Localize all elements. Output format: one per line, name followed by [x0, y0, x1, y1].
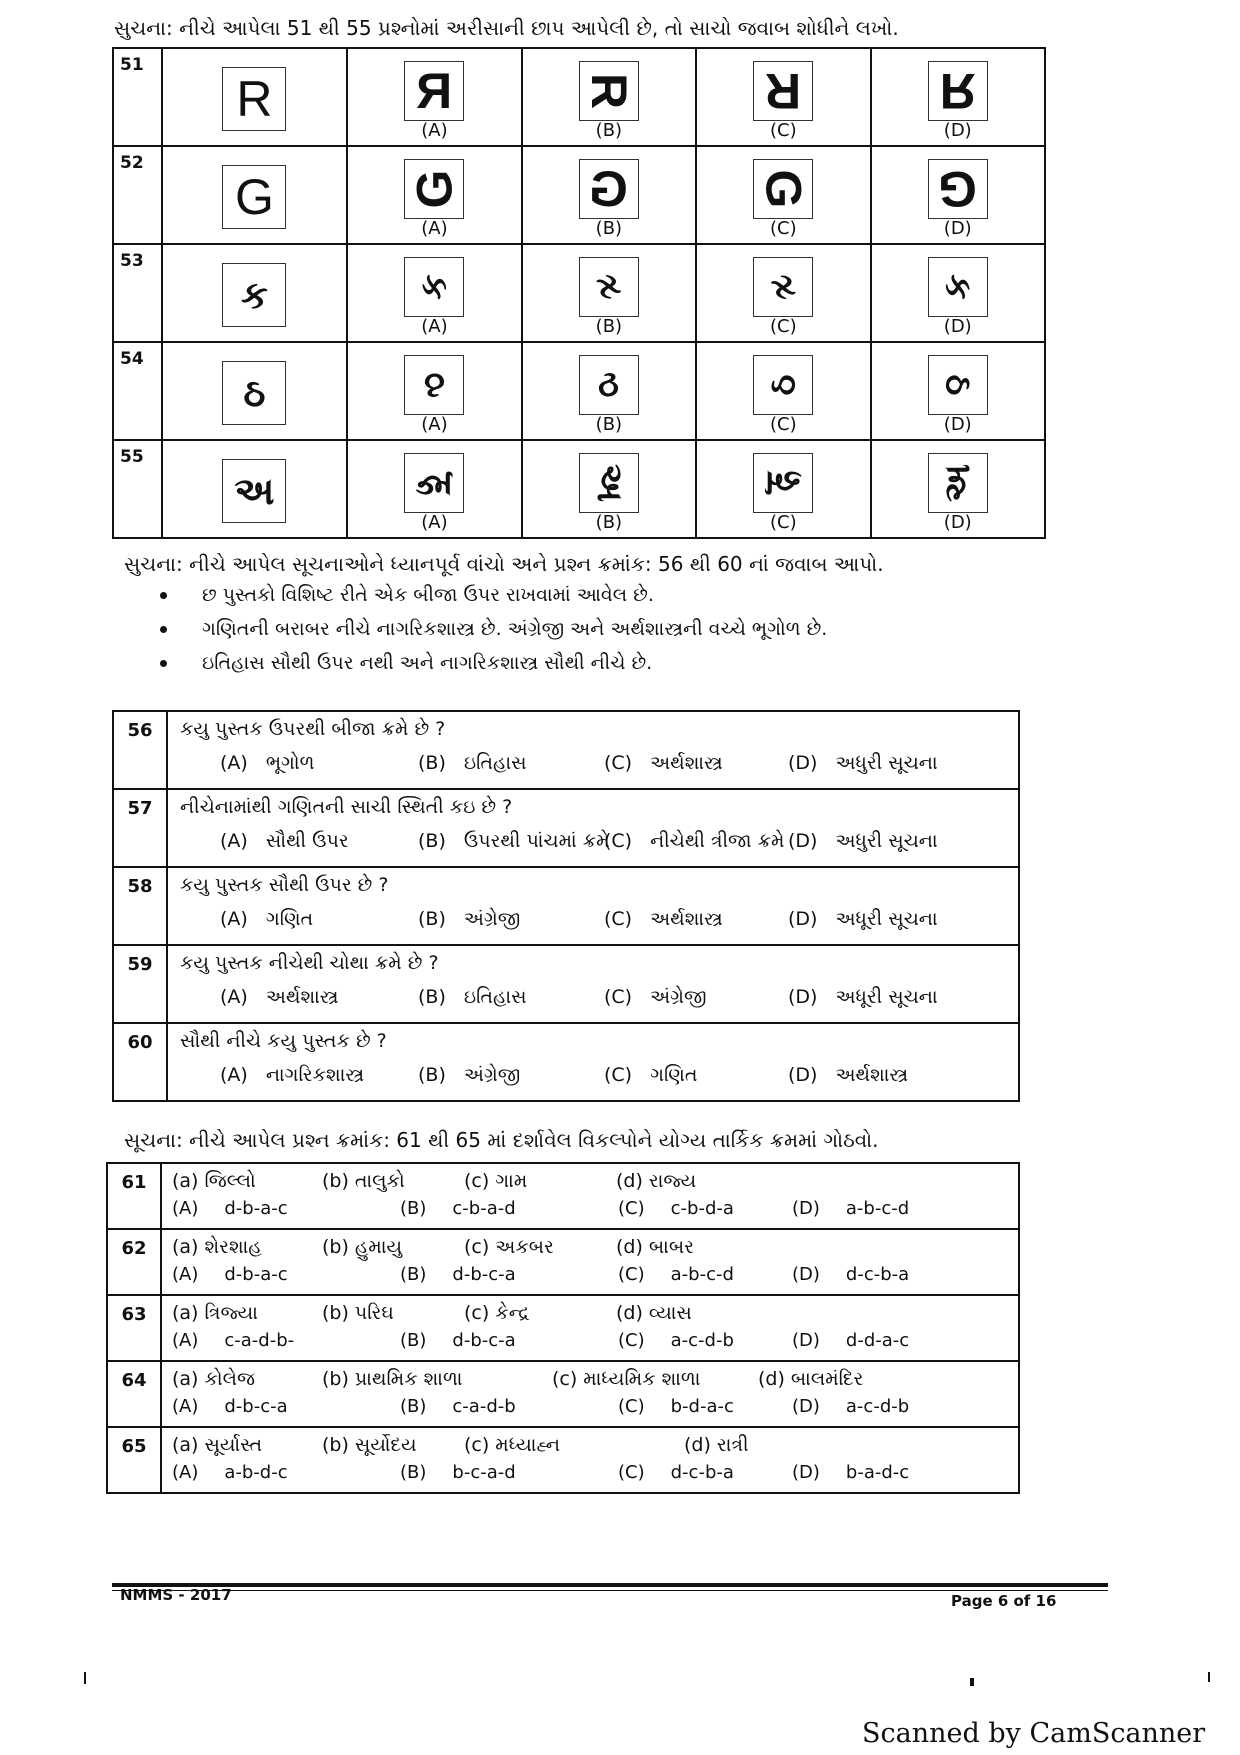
sequence-item: (c) કેન્દ્ર	[464, 1302, 530, 1324]
option-cell[interactable]	[522, 342, 696, 440]
question-number: 54	[113, 342, 162, 440]
answer-option[interactable]: (D) a-c-d-b	[792, 1396, 910, 1417]
option-label: (D)	[943, 120, 972, 141]
option-cell[interactable]	[871, 440, 1045, 538]
option-cell[interactable]	[871, 342, 1045, 440]
question-number: 61	[107, 1163, 161, 1229]
option-glyph: R	[579, 61, 639, 121]
question-cell	[167, 1023, 1019, 1101]
answer-option[interactable]: (C) a-c-d-b	[618, 1330, 734, 1351]
answer-option[interactable]: (B) અંગ્રેજી	[418, 908, 521, 930]
sequence-item: (a) કોલેજ	[172, 1368, 256, 1390]
option-label: (D)	[943, 218, 972, 239]
sequence-item: (a) શેરશાહ	[172, 1236, 262, 1258]
option-label: (B)	[595, 316, 623, 337]
answer-option[interactable]: (D) અર્થશાસ્ત્ર	[788, 1064, 909, 1086]
option-cell[interactable]	[871, 146, 1045, 244]
question-cell	[161, 1295, 1019, 1361]
sequence-items	[162, 1296, 1018, 1326]
option-glyph: ક	[404, 257, 464, 317]
answer-option[interactable]: (B) d-b-c-a	[400, 1264, 516, 1285]
sequence-items	[162, 1230, 1018, 1260]
answer-option[interactable]: (A) સૌથી ઉપર	[220, 830, 349, 852]
table-row	[113, 440, 1045, 538]
footer-rule-thin	[112, 1590, 1108, 1591]
reference-glyph-cell	[162, 342, 348, 440]
question-number: 58	[113, 867, 167, 945]
answer-option[interactable]: (D) a-b-c-d	[792, 1198, 910, 1219]
sequence-item: (b) તાલુકો	[322, 1170, 405, 1192]
questions-61-65-table	[106, 1162, 1020, 1494]
option-cell[interactable]	[696, 244, 870, 342]
table-row	[113, 867, 1019, 945]
option-glyph: ક	[579, 257, 639, 317]
answer-option[interactable]: (C) a-b-c-d	[618, 1264, 734, 1285]
table-row	[107, 1229, 1019, 1295]
sequence-item: (c) માધ્યમિક શાળા	[552, 1368, 701, 1390]
question-number: 55	[113, 440, 162, 538]
sequence-item: (a) જિલ્લો	[172, 1170, 256, 1192]
option-label: (A)	[421, 512, 448, 533]
option-glyph: અ	[753, 453, 813, 513]
answer-option[interactable]: (A) d-b-a-c	[172, 1264, 288, 1285]
answer-option[interactable]: (C) c-b-d-a	[618, 1198, 734, 1219]
question-cell	[161, 1229, 1019, 1295]
answer-option[interactable]: (C) અંગ્રેજી	[604, 986, 707, 1008]
sequence-item: (b) હુમાયુ	[322, 1236, 403, 1258]
question-cell	[161, 1163, 1019, 1229]
option-label: (D)	[943, 512, 972, 533]
option-label: (B)	[595, 512, 623, 533]
answer-option[interactable]: (D) b-a-d-c	[792, 1462, 910, 1483]
question-number: 53	[113, 244, 162, 342]
sequence-item: (c) મધ્યાહ્ન	[464, 1434, 560, 1456]
sequence-item: (d) બાલમંદિર	[758, 1368, 864, 1390]
answer-option[interactable]: (B) ઇતિહાસ	[418, 986, 527, 1008]
reference-glyph-cell	[162, 440, 348, 538]
answer-options	[168, 748, 1018, 788]
answer-option[interactable]: (B) ઉપરથી પાંચમાં ક્રમે	[418, 830, 610, 852]
sequence-item: (a) ત્રિજ્યા	[172, 1302, 258, 1324]
option-glyph: R	[753, 61, 813, 121]
scanner-watermark: Scanned by CamScanner	[862, 1718, 1206, 1749]
option-cell[interactable]	[347, 440, 521, 538]
question-cell	[167, 945, 1019, 1023]
answer-option[interactable]: (A) ભૂગોળ	[220, 752, 315, 774]
answer-option[interactable]: (D) અધૂરી સૂચના	[788, 986, 938, 1008]
reference-glyph: R	[222, 67, 286, 131]
scan-speck	[1208, 1672, 1210, 1682]
option-label: (D)	[943, 414, 972, 435]
option-label: (C)	[769, 120, 797, 141]
answer-option[interactable]: (A) d-b-a-c	[172, 1198, 288, 1219]
question-number: 60	[113, 1023, 167, 1101]
option-label: (B)	[595, 218, 623, 239]
question-text: નીચેનામાંથી ગણિતની સાચી સ્થિતી કઇ છે ?	[180, 796, 513, 818]
answer-options	[162, 1260, 1018, 1294]
table-row	[113, 711, 1019, 789]
option-label: (D)	[943, 316, 972, 337]
sequence-item: (b) પ્રાથમિક શાળા	[322, 1368, 463, 1390]
sequence-item: (d) વ્યાસ	[616, 1302, 692, 1324]
reference-glyph-cell	[162, 48, 348, 146]
footer-rule	[112, 1583, 1108, 1587]
answer-option[interactable]: (B) c-a-d-b	[400, 1396, 516, 1417]
option-label: (C)	[769, 512, 797, 533]
answer-option[interactable]: (D) અધૂરી સૂચના	[788, 908, 938, 930]
question-number: 56	[113, 711, 167, 789]
option-glyph: R	[928, 61, 988, 121]
question-number: 64	[107, 1361, 161, 1427]
table-row	[113, 146, 1045, 244]
option-glyph: ક	[753, 257, 813, 317]
option-glyph: ઠ	[579, 355, 639, 415]
question-cell	[161, 1427, 1019, 1493]
answer-options	[168, 1060, 1018, 1100]
option-cell[interactable]	[871, 244, 1045, 342]
question-number: 52	[113, 146, 162, 244]
option-cell[interactable]	[522, 440, 696, 538]
answer-option[interactable]: (D) d-d-a-c	[792, 1330, 910, 1351]
answer-options	[168, 826, 1018, 866]
answer-option[interactable]: (B) અંગ્રેજી	[418, 1064, 521, 1086]
answer-option[interactable]: (A) નાગરિકશાસ્ત્ર	[220, 1064, 365, 1086]
option-cell[interactable]	[696, 440, 870, 538]
option-cell[interactable]	[522, 146, 696, 244]
option-glyph: ઠ	[753, 355, 813, 415]
table-row	[113, 1023, 1019, 1101]
answer-option[interactable]: (D) અધુરી સૂચના	[788, 752, 938, 774]
answer-option[interactable]: (B) b-c-a-d	[400, 1462, 516, 1483]
reference-glyph: G	[222, 165, 286, 229]
sequence-item: (d) રાત્રી	[684, 1434, 749, 1456]
footer-exam-name: NMMS - 2017	[120, 1586, 232, 1604]
scan-speck	[970, 1678, 974, 1686]
instruction-books: સુચના: નીચે આપેલ સૂચનાઓને ધ્યાનપૂર્વ વાંચો અને પ્રશ્ન ક્રમાંક: 56 થી 60 નાં જવાબ આપો.	[124, 552, 884, 576]
option-glyph: G	[404, 159, 464, 219]
option-label: (A)	[421, 414, 448, 435]
option-cell[interactable]	[696, 48, 870, 146]
footer-page-number: Page 6 of 16	[951, 1592, 1057, 1610]
sequence-item: (b) પરિઘ	[322, 1302, 394, 1324]
answer-option[interactable]: (C) અર્થશાસ્ત્ર	[604, 752, 723, 774]
answer-option[interactable]: (A) a-b-d-c	[172, 1462, 288, 1483]
table-row	[107, 1295, 1019, 1361]
reference-glyph: ક	[222, 263, 286, 327]
table-row	[113, 342, 1045, 440]
sequence-items	[162, 1428, 1018, 1458]
question-cell	[167, 789, 1019, 867]
option-cell[interactable]	[871, 48, 1045, 146]
sequence-item: (b) સૂર્યોદય	[322, 1434, 417, 1456]
option-glyph: અ	[579, 453, 639, 513]
option-label: (A)	[421, 120, 448, 141]
answer-option[interactable]: (D) અધુરી સૂચના	[788, 830, 938, 852]
option-cell[interactable]	[347, 244, 521, 342]
answer-options	[162, 1326, 1018, 1360]
sequence-items	[162, 1362, 1018, 1392]
question-number: 59	[113, 945, 167, 1023]
question-number: 57	[113, 789, 167, 867]
table-row	[107, 1427, 1019, 1493]
answer-option[interactable]: (C) અર્થશાસ્ત્ર	[604, 908, 723, 930]
option-label: (B)	[595, 120, 623, 141]
answer-options	[162, 1458, 1018, 1492]
question-number: 65	[107, 1427, 161, 1493]
option-cell[interactable]	[347, 146, 521, 244]
question-number: 63	[107, 1295, 161, 1361]
option-glyph: G	[753, 159, 813, 219]
sequence-item: (d) બાબર	[616, 1236, 694, 1258]
option-glyph: ઠ	[928, 355, 988, 415]
reference-glyph: અ	[222, 459, 286, 523]
option-label: (C)	[769, 218, 797, 239]
option-cell[interactable]	[522, 244, 696, 342]
table-row	[113, 789, 1019, 867]
option-cell[interactable]	[696, 146, 870, 244]
instruction-mirror: સુચના: નીચે આપેલા 51 થી 55 પ્રશ્નોમાં અરીસાની છાપ આપેલી છે, તો સાચો જવાબ શોધીને લખો.	[114, 16, 899, 40]
sequence-item: (c) ગામ	[464, 1170, 528, 1192]
option-glyph: અ	[928, 453, 988, 513]
questions-56-60-table	[112, 710, 1020, 1102]
reference-glyph: ઠ	[222, 361, 286, 425]
table-row	[113, 945, 1019, 1023]
reference-glyph-cell	[162, 244, 348, 342]
answer-options	[168, 982, 1018, 1022]
option-label: (A)	[421, 218, 448, 239]
table-row	[107, 1163, 1019, 1229]
option-label: (C)	[769, 316, 797, 337]
table-row	[107, 1361, 1019, 1427]
mirror-image-table	[112, 47, 1046, 539]
option-cell[interactable]	[522, 48, 696, 146]
question-text: કયુ પુસ્તક ઉપરથી બીજા ક્રમે છે ?	[180, 718, 446, 740]
table-row	[113, 244, 1045, 342]
option-glyph: R	[404, 61, 464, 121]
book-clues-list	[160, 578, 827, 680]
question-text: કયુ પુસ્તક નીચેથી ચોથા ક્રમે છે ?	[180, 952, 439, 974]
answer-option[interactable]: (B) c-b-a-d	[400, 1198, 516, 1219]
sequence-item: (c) અકબર	[464, 1236, 554, 1258]
option-glyph: ઠ	[404, 355, 464, 415]
question-cell	[167, 711, 1019, 789]
answer-option[interactable]: (C) નીચેથી ત્રીજા ક્રમે	[604, 830, 785, 852]
answer-option[interactable]: (C) d-c-b-a	[618, 1462, 734, 1483]
answer-option[interactable]: (A) અર્થશાસ્ત્ર	[220, 986, 339, 1008]
option-label: (A)	[421, 316, 448, 337]
option-glyph: અ	[404, 453, 464, 513]
option-cell[interactable]	[696, 342, 870, 440]
answer-option[interactable]: (B) ઇતિહાસ	[418, 752, 527, 774]
question-number: 62	[107, 1229, 161, 1295]
option-cell[interactable]	[347, 342, 521, 440]
option-label: (C)	[769, 414, 797, 435]
scan-speck	[84, 1672, 86, 1684]
option-glyph: ક	[928, 257, 988, 317]
answer-option[interactable]: (D) d-c-b-a	[792, 1264, 910, 1285]
answer-option[interactable]: (A) ગણિત	[220, 908, 314, 930]
list-item: છ પુસ્તકો વિશિષ્ટ રીતે એક બીજા ઉપર રાખવામાં આવેલ છે.	[160, 578, 827, 612]
sequence-item: (a) સૂર્યાસ્ત	[172, 1434, 263, 1456]
question-text: સૌથી નીચે કયુ પુસ્તક છે ?	[180, 1030, 387, 1052]
answer-options	[168, 904, 1018, 944]
option-glyph: G	[928, 159, 988, 219]
option-glyph: G	[579, 159, 639, 219]
question-text: કયુ પુસ્તક સૌથી ઉપર છે ?	[180, 874, 389, 896]
list-item: ઇતિહાસ સૌથી ઉપર નથી અને નાગરિકશાસ્ત્ર સૌથી નીચે છે.	[160, 646, 827, 680]
list-item: ગણિતની બરાબર નીચે નાગરિકશાસ્ત્ર છે. અંગ્રેજી અને અર્થશાસ્ત્રની વચ્ચે ભૂગોળ છે.	[160, 612, 827, 646]
question-cell	[167, 867, 1019, 945]
option-cell[interactable]	[347, 48, 521, 146]
answer-options	[162, 1194, 1018, 1228]
question-cell	[161, 1361, 1019, 1427]
answer-option[interactable]: (B) d-b-c-a	[400, 1330, 516, 1351]
sequence-item: (d) રાજ્ય	[616, 1170, 697, 1192]
reference-glyph-cell	[162, 146, 348, 244]
answer-option[interactable]: (C) b-d-a-c	[618, 1396, 734, 1417]
answer-option[interactable]: (A) d-b-c-a	[172, 1396, 288, 1417]
table-row	[113, 48, 1045, 146]
sequence-items	[162, 1164, 1018, 1194]
instruction-sequence: સૂચના: નીચે આપેલ પ્રશ્ન ક્રમાંક: 61 થી 65 માં દર્શાવેલ વિકલ્પોને યોગ્ય તાર્કિક ક્રમમાં ગોઠવો.	[124, 1128, 879, 1152]
answer-option[interactable]: (A) c-a-d-b-	[172, 1330, 295, 1351]
answer-option[interactable]: (C) ગણિત	[604, 1064, 698, 1086]
answer-options	[162, 1392, 1018, 1426]
question-number: 51	[113, 48, 162, 146]
option-label: (B)	[595, 414, 623, 435]
